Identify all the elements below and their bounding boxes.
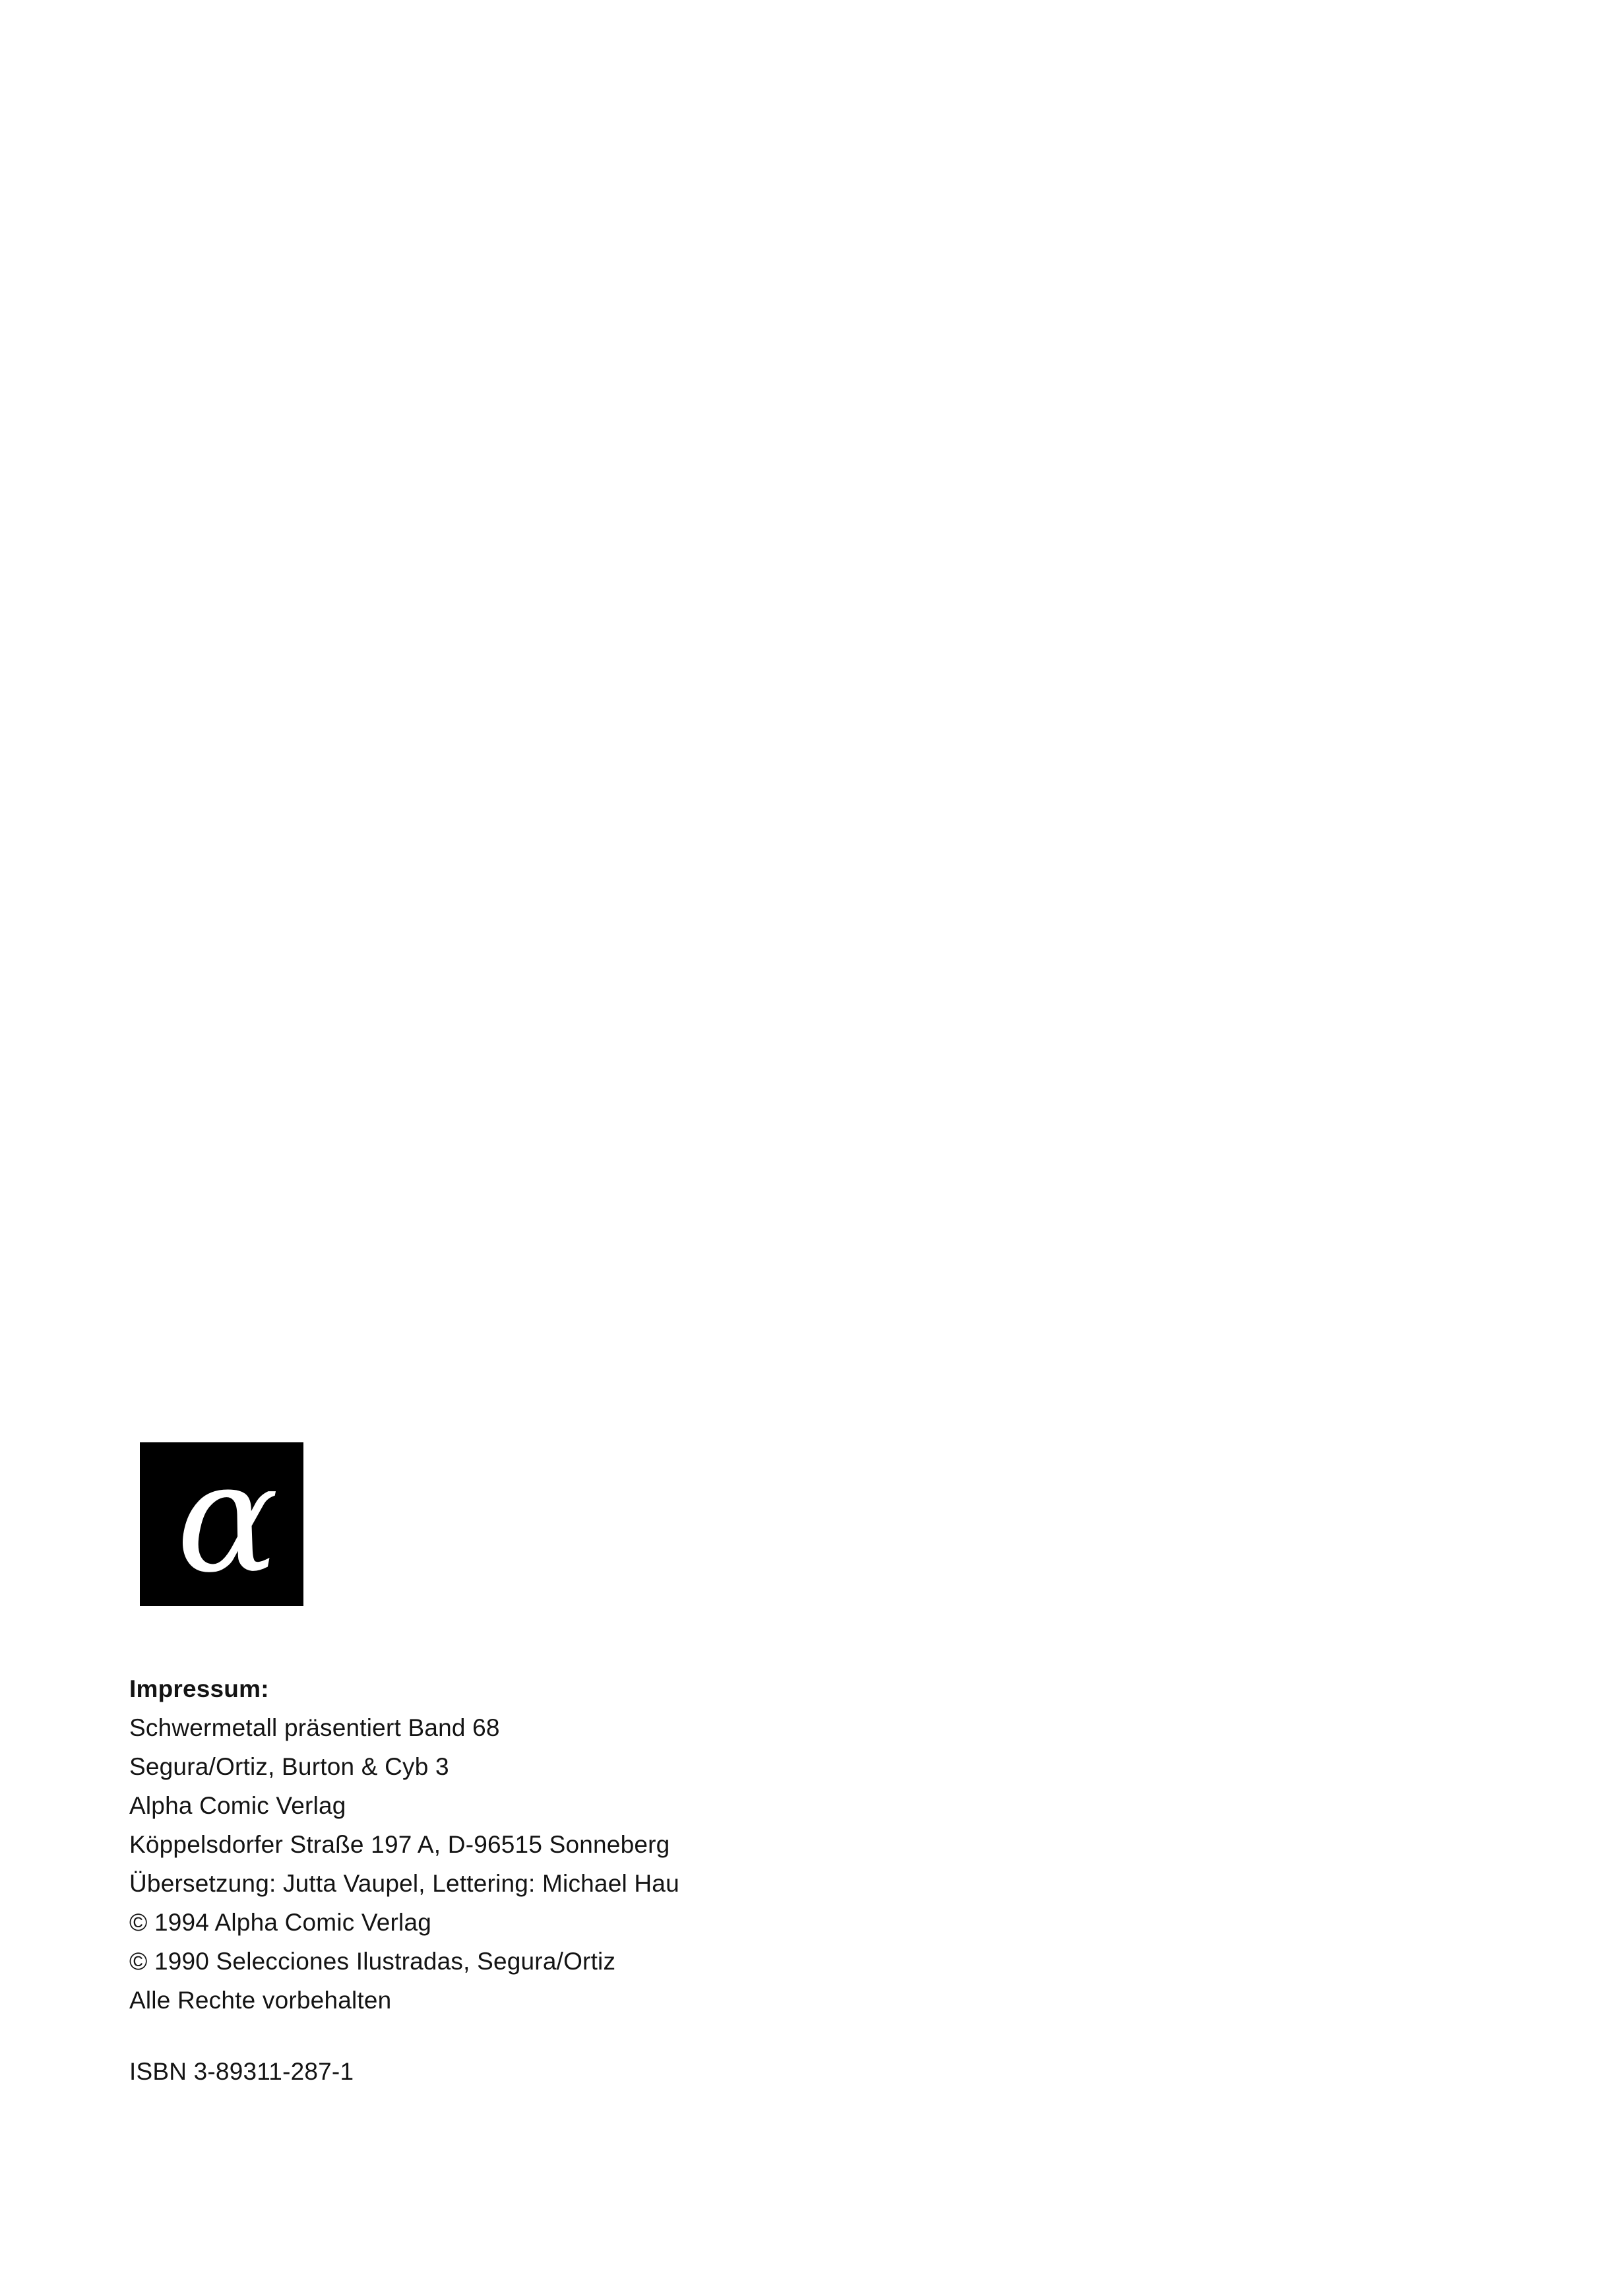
imprint-block (129, 1669, 1119, 2020)
imprint-line-address: Köppelsdorfer Straße 197 A, D-96515 Sonneberg (129, 1831, 670, 1858)
imprint-heading: Impressum: (129, 1675, 269, 1702)
publisher-logo (140, 1430, 303, 1607)
imprint-line-title: Segura/Ortiz, Burton & Cyb 3 (129, 1753, 449, 1780)
imprint-line-rights: Alle Rechte vorbehalten (129, 1987, 392, 2014)
isbn-text: ISBN 3-89311-287-1 (129, 2058, 354, 2085)
alpha-glyph-icon: α (176, 1430, 275, 1607)
imprint-line-credits: Übersetzung: Jutta Vaupel, Lettering: Michael Hau (129, 1870, 679, 1897)
imprint-line-series: Schwermetall präsentiert Band 68 (129, 1714, 500, 1741)
imprint-line-copyright-publisher: © 1994 Alpha Comic Verlag (129, 1909, 432, 1936)
imprint-line-copyright-original: © 1990 Selecciones Ilustradas, Segura/Ortiz (129, 1948, 616, 1975)
imprint-line-publisher: Alpha Comic Verlag (129, 1792, 346, 1819)
